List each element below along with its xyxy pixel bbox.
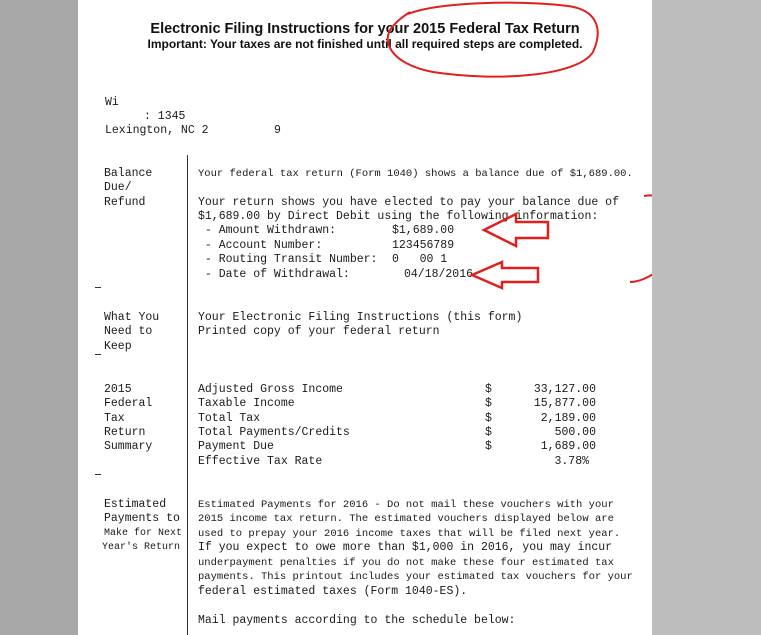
debit-item-value: 123456789 [392,239,455,252]
balance-summary: Your federal tax return (Form 1040) shows a balance due of $1,689.00. [198,168,633,180]
address-line-1: Wi [105,96,119,109]
address-line-3-tail: 9 [274,124,281,137]
balance-bracket-annotation [630,195,652,282]
summary-label-4: Return [104,426,146,439]
summary-row-value: 1,689.00 [540,440,596,453]
page-title: Electronic Filing Instructions for your 2015 Federal Tax Return [150,21,580,37]
section-end-tick [95,287,101,288]
estimated-line: 2015 income tax return. The estimated vouchers displayed below are [198,513,614,525]
balance-label-3: Refund [104,196,146,209]
debit-item-label: - Routing Transit Number: [198,253,378,266]
page-subtitle: Important: Your taxes are not finished until all required steps are completed. [147,37,583,51]
estimated-label-2: Payments to [104,512,180,525]
estimated-label-1: Estimated [104,498,167,511]
summary-label-2: Federal [104,397,153,410]
debit-item-label: - Account Number: [198,239,323,252]
column-divider [187,155,188,635]
debit-item-value: 04/18/2016 [404,268,474,281]
keep-label-3: Keep [104,340,132,353]
debit-item-label: - Date of Withdrawal: [198,268,350,281]
keep-line: Your Electronic Filing Instructions (this form) [198,311,523,324]
balance-label-1: Balance [104,167,153,180]
address-line-2: : 1345 [144,110,186,123]
estimated-line: used to prepay your 2016 income taxes that will be filed next year. [198,528,621,540]
estimated-line: Estimated Payments for 2016 - Do not mail these vouchers with your [198,499,614,511]
estimated-schedule-line: Mail payments according to the schedule below: [198,614,516,627]
summary-row-value: 2,189.00 [540,412,596,425]
summary-label-5: Summary [104,440,153,453]
estimated-label-3: Make for Next [104,528,183,539]
summary-row-currency: $ [485,426,492,439]
estimated-label-4: Year's Return [102,542,181,553]
keep-label-2: Need to [104,325,153,338]
summary-label-1: 2015 [104,383,132,396]
summary-row-currency: $ [485,412,492,425]
summary-row-label: Total Payments/Credits [198,426,350,439]
summary-row-value: 15,877.00 [533,397,596,410]
summary-row-label: Payment Due [198,440,274,453]
estimated-line: payments. This printout includes your estimated tax vouchers for your [198,571,633,583]
summary-row-currency: $ [485,397,492,410]
balance-intro-2: $1,689.00 by Direct Debit using the following information: [198,210,599,223]
summary-row-currency: $ [485,383,492,396]
summary-row-label: Total Tax [198,412,261,425]
summary-row-label: Taxable Income [198,397,295,410]
keep-line: Printed copy of your federal return [198,325,440,338]
debit-item-value: $1,689.00 [392,224,455,237]
date-arrow-annotation [472,262,538,288]
section-end-tick [95,354,101,355]
document-page[interactable] [78,0,652,635]
debit-item-label: - Amount Withdrawn: [198,224,337,237]
balance-intro-1: Your return shows you have elected to pay your balance due of [198,196,619,209]
estimated-line: underpayment penalties if you do not make these four estimated tax [198,557,614,569]
viewer-background-gutter [652,0,761,635]
estimated-line: If you expect to owe more than $1,000 in 2016, you may incur [198,541,613,554]
summary-row-currency: $ [485,440,492,453]
summary-row-label: Effective Tax Rate [198,455,323,468]
summary-row-value: 3.78% [554,455,589,468]
debit-item-value: 0 00 1 [392,253,448,266]
summary-label-3: Tax [104,412,125,425]
summary-row-value: 500.00 [554,426,596,439]
estimated-line: federal estimated taxes (Form 1040-ES). [198,585,468,598]
summary-row-value: 33,127.00 [533,383,596,396]
address-line-3: Lexington, NC 2 [105,124,209,137]
section-end-tick [95,474,101,475]
balance-label-2: Due/ [104,181,132,194]
keep-label-1: What You [104,311,160,324]
summary-row-label: Adjusted Gross Income [198,383,343,396]
